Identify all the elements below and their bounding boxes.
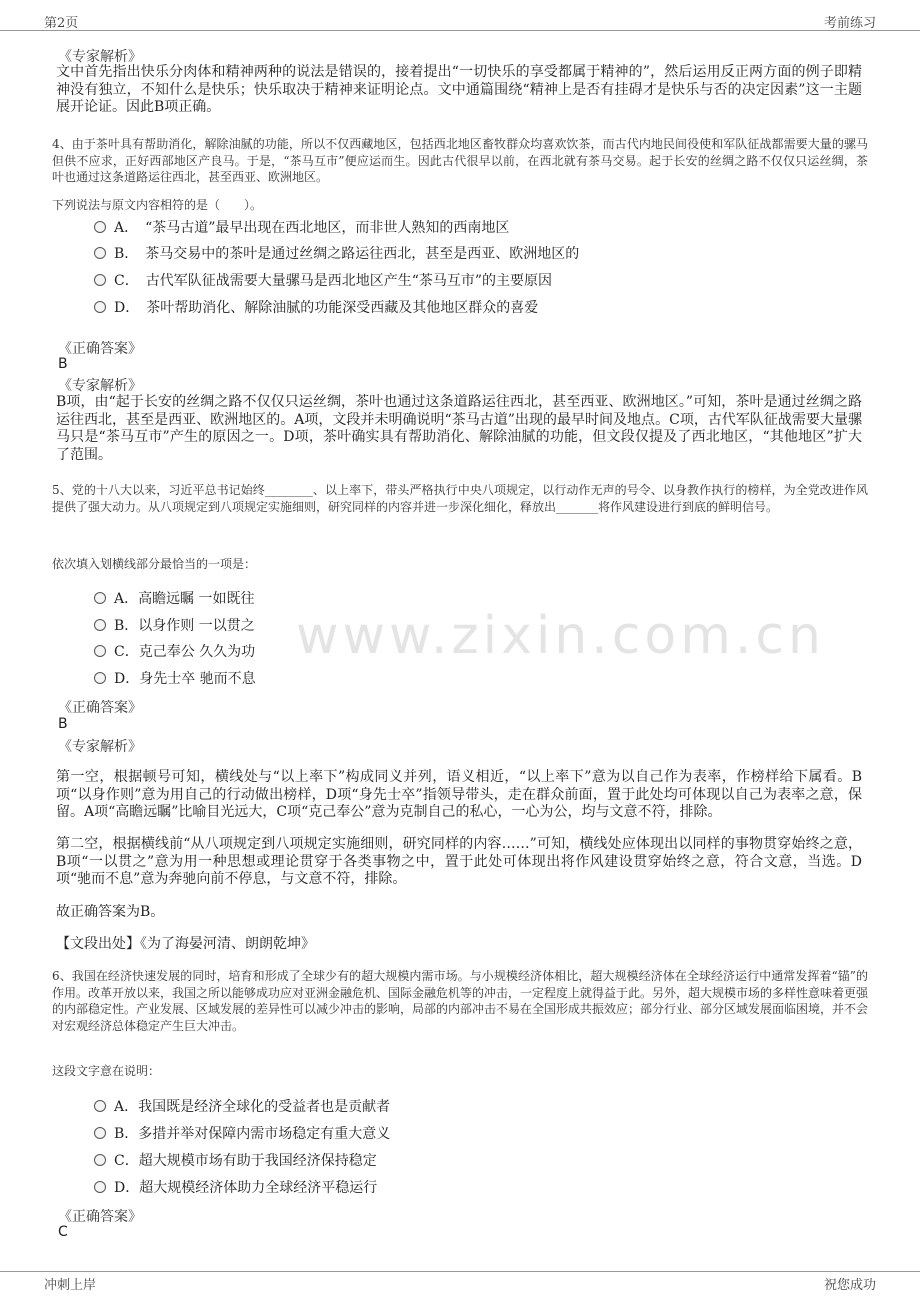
page-header [0, 0, 920, 31]
q4-option-b[interactable]: B． 茶马交易中的茶叶是通过丝绸之路运往西北，甚至是西亚、欧洲地区的 [94, 243, 579, 263]
q5-analysis-label: 《专家解析》 [58, 739, 142, 755]
q6-option-b[interactable]: B．多措并举对保障内需市场稳定有重大意义 [94, 1123, 390, 1143]
radio-icon[interactable] [94, 672, 106, 684]
q5-answer-label: 《正确答案》 [58, 700, 142, 716]
q4-option-a[interactable]: A． “茶马古道”最早出现在西北地区，而非世人熟知的西南地区 [94, 217, 509, 237]
footer-left: 冲刺上岸 [44, 1278, 97, 1293]
q5-question-text: 5、党的十八大以来，习近平总书记始终________、以上率下，带头严格执行中央八项规定，以行动作无声的号令、以身教作执行的榜样，为全党改进作风提供了强大动力。从八项规定到八项规定实施细则，研究同样的内容并进一步深化细化，释放出_______将作风建设进行到底的鲜明信号。 [52, 483, 868, 514]
q6-option-d[interactable]: D．超大规模经济体助力全球经济平稳运行 [94, 1177, 377, 1197]
radio-icon[interactable] [94, 221, 106, 233]
q4-option-d[interactable]: D． 茶叶帮助消化、解除油腻的功能深受西藏及其他地区群众的喜爱 [94, 297, 538, 317]
radio-icon[interactable] [94, 247, 106, 259]
watermark: www.zixin.com.cn [296, 606, 825, 666]
q6-answer-label: 《正确答案》 [58, 1209, 142, 1225]
radio-icon[interactable] [94, 619, 106, 631]
footer-right: 祝您成功 [823, 1278, 876, 1293]
q6-option-a[interactable]: A．我国既是经济全球化的受益者也是贡献者 [94, 1096, 390, 1116]
q5-answer: B [58, 716, 68, 732]
q3-analysis-label: 《专家解析》 [58, 49, 142, 65]
page-number: 第2页 [44, 16, 79, 31]
q6-question-text: 6、我国在经济快速发展的同时，培育和形成了全球少有的超大规模内需市场。与小规模经济体相比，超大规模经济体在全球经济运行中通常发挥着“锚”的作用。改革开放以来，我国之所以能够成功应对亚洲金融危机、国际金融危机等的冲击，一定程度上就得益于此。另外，超大规模市场的多样性意味着更强的内部稳定性。产业发展、区域发展的差异性可以减少冲击的影响，局部的内部冲击不易在全国形成共振效应；部分行业、部分区域发展面临困境，并不会对宏观经济总体稳定产生巨大冲击。 [52, 969, 869, 1033]
q5-option-c[interactable]: C．克己奉公 久久为功 [94, 641, 255, 661]
q5-conclusion: 故正确答案为B。 [56, 904, 165, 920]
q6-option-c[interactable]: C．超大规模市场有助于我国经济保持稳定 [94, 1150, 377, 1170]
q4-analysis: B项，由“起于长安的丝绸之路不仅仅只运丝绸，茶叶也通过这条道路运往西北，甚至西亚、欧洲地区。”可知，茶叶是通过丝绸之路运往西北，甚至是西亚、欧洲地区的。A项，文段并未明确说明“茶马古道”出现的最早时间及地点。C项，古代军队征战需要大量骡马只是“茶马互市”产生的原因之一。D项，茶叶确实具有帮助消化、解除油腻的功能，但文段仅提及了西北地区，“其他地区”扩大了范围。 [56, 394, 862, 463]
q4-option-c[interactable]: C． 古代军队征战需要大量骡马是西北地区产生“茶马互市”的主要原因 [94, 270, 552, 290]
q6-prompt: 这段文字意在说明： [52, 1064, 161, 1078]
radio-icon[interactable] [94, 1127, 106, 1139]
q4-analysis-label: 《专家解析》 [58, 378, 142, 394]
q4-prompt: 下列说法与原文内容相符的是（ ）。 [52, 198, 263, 212]
q5-source: 【文段出处】《为了海晏河清、朗朗乾坤》 [56, 936, 315, 952]
q5-option-b[interactable]: B．以身作则 一以贯之 [94, 615, 255, 635]
q4-question-text: 4、由于茶叶具有帮助消化，解除油腻的功能，所以不仅西藏地区，包括西北地区畜牧群众均喜欢饮茶，而古代内地民间役使和军队征战都需要大量的骡马但供不应求，正好西部地区产良马。于是，“茶马互市”便应运而生。因此古代很早以前，在西北就有茶马交易。起于长安的丝绸之路不仅仅只运丝绸，茶叶也通过这条道路运往西北，甚至西亚、欧洲地区。 [52, 137, 868, 184]
radio-icon[interactable] [94, 592, 106, 604]
radio-icon[interactable] [94, 1154, 106, 1166]
q5-prompt: 依次填入划横线部分最恰当的一项是： [52, 557, 257, 571]
q6-answer: C [58, 1224, 68, 1240]
q4-answer-label: 《正确答案》 [58, 341, 142, 357]
q5-analysis-paragraph-1: 第一空，根据顿号可知，横线处与“以上率下”构成同义并列，语义相近，“以上率下”意为以自己作为表率，作榜样给下属看。B项“以身作则”意为用自己的行动做出榜样，D项“身先士卒”指领导带头，走在群众前面，置于此处均可体现以自己为表率之意，保留。A项“高瞻远瞩”比喻目光远大，C项“克己奉公”意为克制自己的私心，一心为公，均与文意不符，排除。 [56, 769, 862, 820]
radio-icon[interactable] [94, 274, 106, 286]
q4-answer: B [58, 356, 68, 372]
q3-analysis: 文中首先指出快乐分肉体和精神两种的说法是错误的，接着提出“一切快乐的享受都属于精神的”，然后运用反正两方面的例子即精神没有独立，不知什么是快乐；快乐取决于精神来证明论点。文中通篇围绕“精神上是否有挂碍才是快乐与否的决定因素”这一主题展开论证。因此B项正确。 [56, 64, 862, 115]
radio-icon[interactable] [94, 301, 106, 313]
radio-icon[interactable] [94, 1181, 106, 1193]
radio-icon[interactable] [94, 645, 106, 657]
q5-option-d[interactable]: D．身先士卒 驰而不息 [94, 668, 256, 688]
q5-analysis-paragraph-2: 第二空，根据横线前“从八项规定到八项规定实施细则，研究同样的内容……”可知，横线处应体现出以同样的事物贯穿始终之意，B项“一以贯之”意为用一种思想或理论贯穿于各类事物之中，置于此处可体现出将作风建设贯穿始终之意，符合文意，当选。D项“驰而不息”意为奔驰向前不停息，与文意不符，排除。 [56, 836, 862, 887]
q5-option-a[interactable]: A．高瞻远瞩 一如既往 [94, 588, 255, 608]
header-title: 考前练习 [823, 16, 876, 31]
page-footer [0, 1271, 920, 1302]
radio-icon[interactable] [94, 1100, 106, 1112]
